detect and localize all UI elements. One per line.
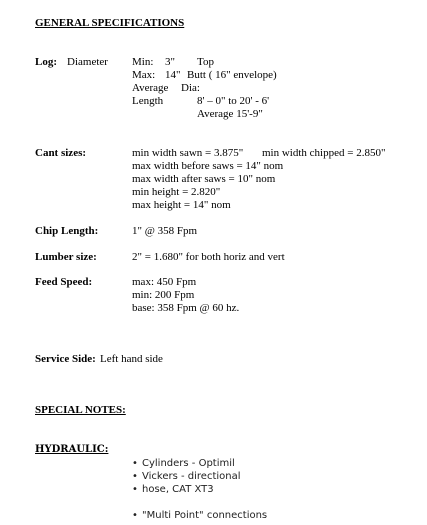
cant-min-height: min height = 2.820" (132, 186, 221, 198)
hydraulic-item-text: "Multi Point" connections (142, 510, 268, 521)
hydraulic-item-text: Cylinders - Optimil (142, 458, 235, 469)
log-dia-label: Dia: (181, 82, 200, 94)
service-side-label: Service Side: (35, 353, 96, 365)
cant-sizes-label: Cant sizes: (35, 147, 87, 159)
log-label: Log: (35, 56, 57, 68)
page-title: GENERAL SPECIFICATIONS (35, 17, 185, 29)
hydraulic-item (132, 509, 267, 522)
log-max-note: Butt ( 16" envelope) (187, 69, 277, 81)
cant-max-width-before: max width before saws = 14" nom (132, 160, 284, 172)
log-diameter-label: Diameter (67, 56, 108, 68)
feed-speed-min: min: 200 Fpm (132, 289, 195, 301)
cant-min-width-sawn: min width sawn = 3.875" (132, 147, 244, 159)
cant-max-height: max height = 14" nom (132, 199, 231, 211)
hydraulic-item (132, 483, 214, 496)
service-side-value: Left hand side (100, 353, 163, 365)
bullet-icon: • (132, 484, 138, 495)
feed-speed-label: Feed Speed: (35, 276, 93, 288)
log-min-value: 3" (165, 56, 175, 68)
hydraulic-item-text: hose, CAT XT3 (142, 484, 214, 495)
bullet-icon: • (132, 510, 138, 521)
log-max-label: Max: (132, 69, 156, 81)
hydraulic-item (132, 470, 241, 483)
lumber-size-value: 2" = 1.680" for both horiz and vert (132, 251, 285, 263)
feed-speed-base: base: 358 Fpm @ 60 hz. (132, 302, 240, 314)
log-min-label: Min: (132, 56, 154, 68)
hydraulic-title: HYDRAULIC: (35, 444, 109, 455)
log-min-note: Top (197, 56, 214, 68)
chip-length-label: Chip Length: (35, 225, 99, 237)
hydraulic-item (132, 457, 235, 470)
log-max-value: 14" (165, 69, 181, 81)
log-average-length: Average 15'-9" (197, 108, 263, 120)
cant-min-width-chipped: min width chipped = 2.850" (262, 147, 386, 159)
cant-max-width-after: max width after saws = 10" nom (132, 173, 276, 185)
log-length-label: Length (132, 95, 164, 107)
log-length-value: 8' – 0" to 20' - 6' (197, 95, 270, 107)
hydraulic-item-text: Vickers - directional (142, 471, 241, 482)
feed-speed-max: max: 450 Fpm (132, 276, 197, 288)
lumber-size-label: Lumber size: (35, 251, 97, 263)
bullet-icon: • (132, 471, 138, 482)
chip-length-value: 1" @ 358 Fpm (132, 225, 198, 237)
log-average-label: Average (132, 82, 169, 94)
bullet-icon: • (132, 458, 138, 469)
special-notes-title: SPECIAL NOTES: (35, 404, 126, 416)
